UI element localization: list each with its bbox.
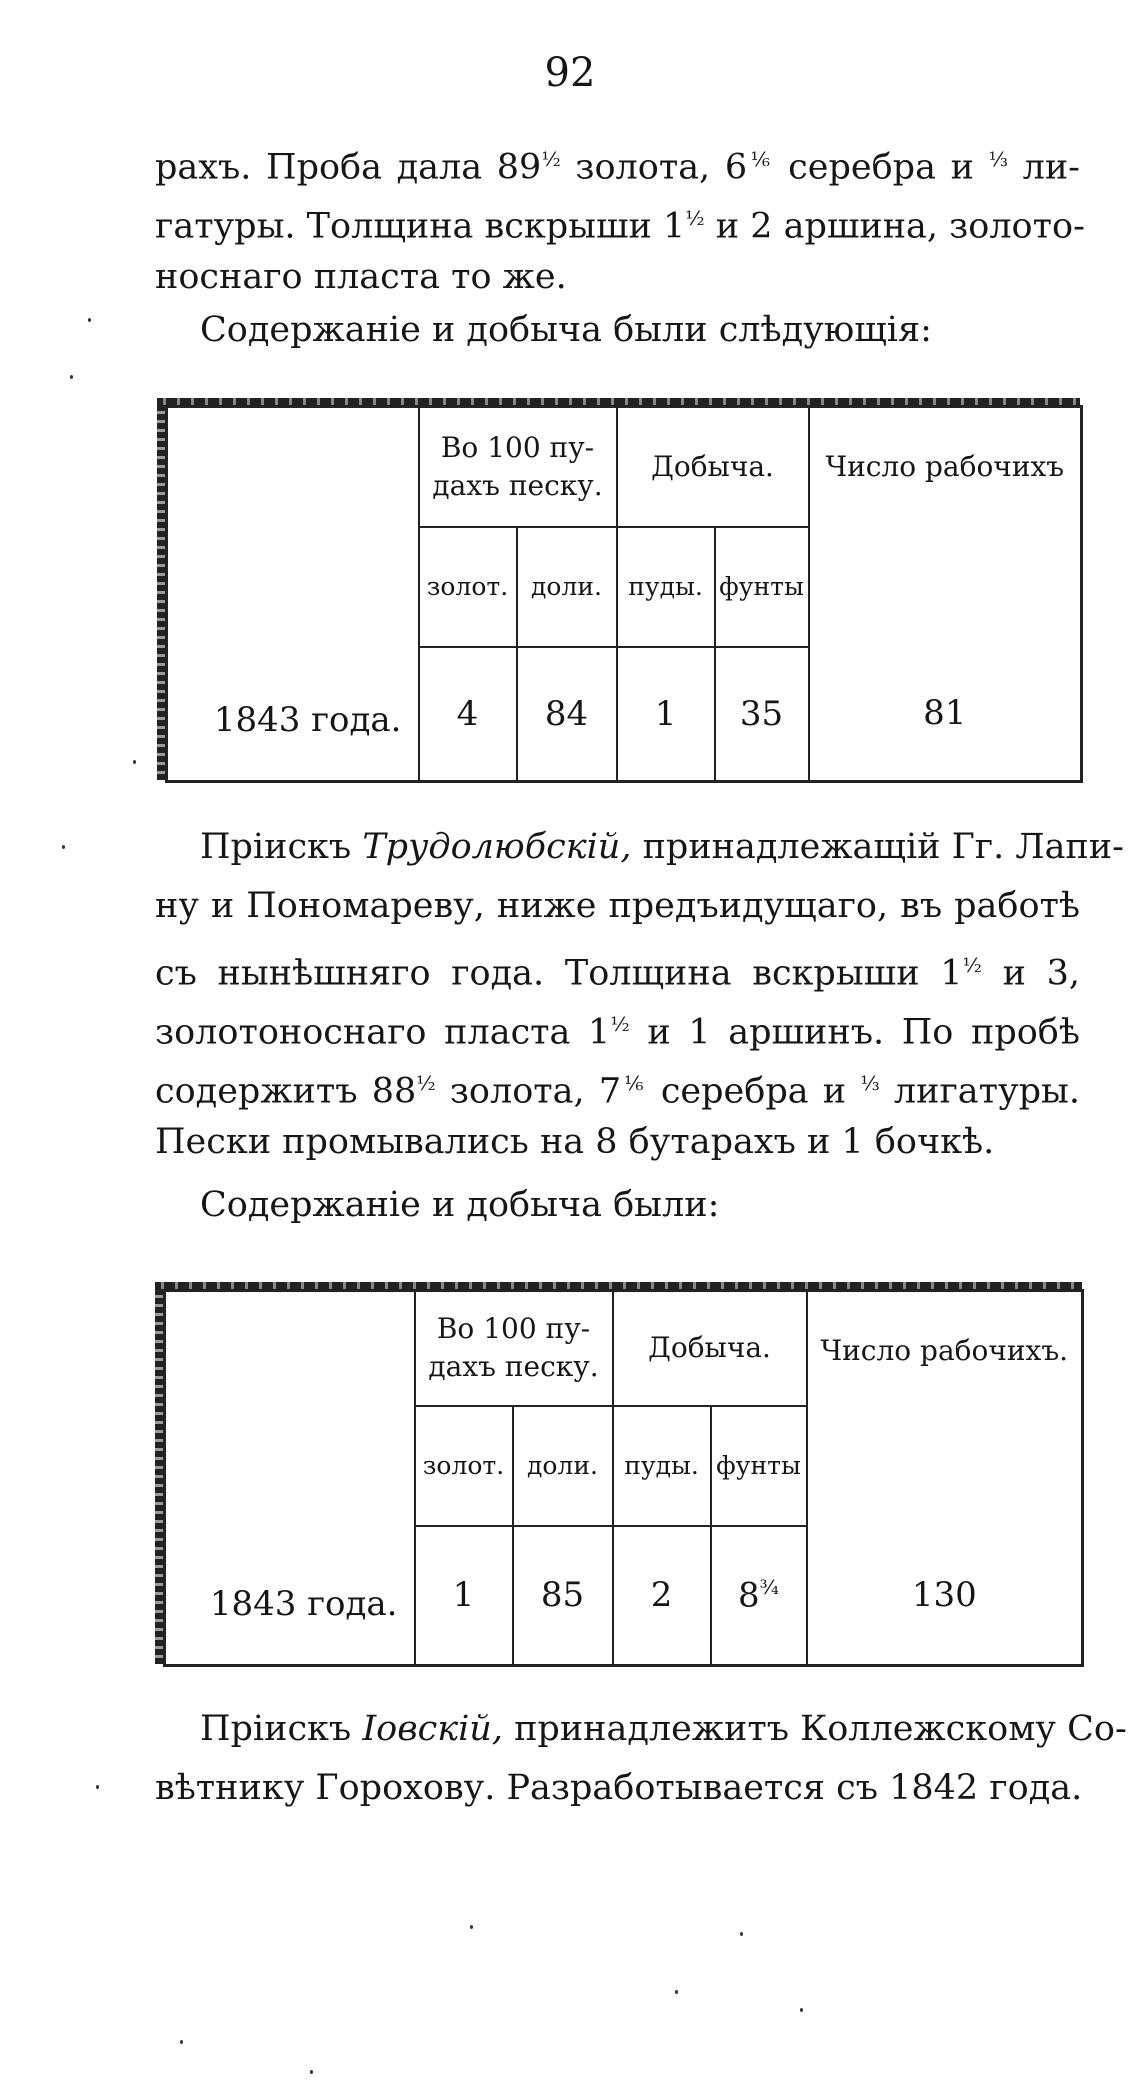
text-line: ну и Пономареву, ниже предъидущаго, въ работѣ [155, 886, 1080, 926]
text-line: носнаго пласта то же. [155, 257, 567, 297]
cell-pounds: $8^{\frac{3}{4}}$ [711, 1526, 807, 1666]
table-side-rule [155, 1289, 163, 1664]
text-line: вѣтнику Горохову. Разработывается съ 1842 года. [155, 1768, 1083, 1808]
cell-poods: 2 [613, 1526, 711, 1666]
cell-parts: 84 [517, 647, 617, 782]
paragraph-1 [155, 130, 1085, 307]
table-side-rule [157, 405, 165, 780]
header-group-yield: Добыча. [613, 1291, 807, 1406]
scan-speck [740, 1932, 743, 1936]
header-group-content: Во 100 пу- дахъ песку. [419, 407, 617, 527]
header-group-yield: Добыча. [617, 407, 809, 527]
subheader-pounds: фунты [711, 1406, 807, 1526]
scan-speck [675, 1990, 678, 1994]
subheader-poods: пуды. [617, 527, 715, 647]
cell-workers: 81 [809, 647, 1082, 782]
subheader-gold: золот. [415, 1406, 513, 1526]
cell-workers: 130 [807, 1526, 1083, 1666]
subheader-parts: доли. [513, 1406, 613, 1526]
scan-speck [800, 2008, 803, 2012]
row-label: 1843 года. [213, 700, 402, 740]
scan-speck [96, 1785, 99, 1789]
data-table-2 [163, 1289, 1084, 1667]
scan-speck [70, 375, 73, 379]
data-table-1 [165, 405, 1083, 783]
subheader-pounds: фунты [715, 527, 809, 647]
text-line: съ нынѣшняго года. Толщина вскрыши $1^{\frac{1}{2}}$ и 3, [155, 953, 1080, 994]
text-line: содержитъ $88^{\frac{1}{2}}$ золота, $7^{\frac{1}{6}}$ серебра и $^{\frac{1}{3}}$ лигатуры. [155, 1071, 1081, 1112]
scan-speck [88, 318, 91, 322]
subheader-gold: золот. [419, 527, 517, 647]
scan-speck [470, 1925, 473, 1929]
header-workers: Число рабочихъ [809, 407, 1082, 647]
scan-speck [62, 845, 65, 849]
section-heading-1: Содержаніе и добыча были слѣдующія: [200, 310, 932, 350]
text-line: гатуры. Толщина вскрыши $1^{\frac{1}{2}}$ и 2 аршина, золото- [155, 206, 1085, 247]
row-label: 1843 года. [209, 1584, 398, 1624]
subheader-parts: доли. [517, 527, 617, 647]
header-group-content: Во 100 пу- дахъ песку. [415, 1291, 613, 1406]
scan-speck [133, 760, 136, 764]
text-line: рахъ. Проба дала $89^{\frac{1}{2}}$ золота, $6^{\frac{1}{6}}$ серебра и $^{\frac{1}{3}}$ ли- [155, 147, 1081, 188]
cell-poods: 1 [617, 647, 715, 782]
text-line: Пески промывались на 8 бутарахъ и 1 бочкѣ. [155, 1122, 995, 1162]
table-stub-cell [165, 1291, 415, 1666]
paragraph-2 [155, 818, 1124, 1172]
text-line: золотоноснаго пласта $1^{\frac{1}{2}}$ и 1 аршинъ. По пробѣ [155, 1012, 1080, 1053]
page-number: 92 [544, 50, 596, 96]
text-line: Пріискъ Іовскій, принадлежитъ Коллежскому Со- [200, 1709, 1127, 1749]
cell-pounds: 35 [715, 647, 809, 782]
header-workers: Число рабочихъ. [807, 1291, 1083, 1526]
cell-gold: 4 [419, 647, 517, 782]
scan-speck [180, 2040, 183, 2044]
cell-gold: 1 [415, 1526, 513, 1666]
table-stub-cell [167, 407, 419, 782]
subheader-poods: пуды. [613, 1406, 711, 1526]
scan-speck [310, 2070, 313, 2074]
cell-parts: 85 [513, 1526, 613, 1666]
paragraph-3 [155, 1700, 1127, 1818]
section-heading-2: Содержаніе и добыча были: [200, 1185, 720, 1225]
text-line: Пріискъ Трудолюбскій, принадлежащій Гг. Лапи- [200, 827, 1124, 867]
